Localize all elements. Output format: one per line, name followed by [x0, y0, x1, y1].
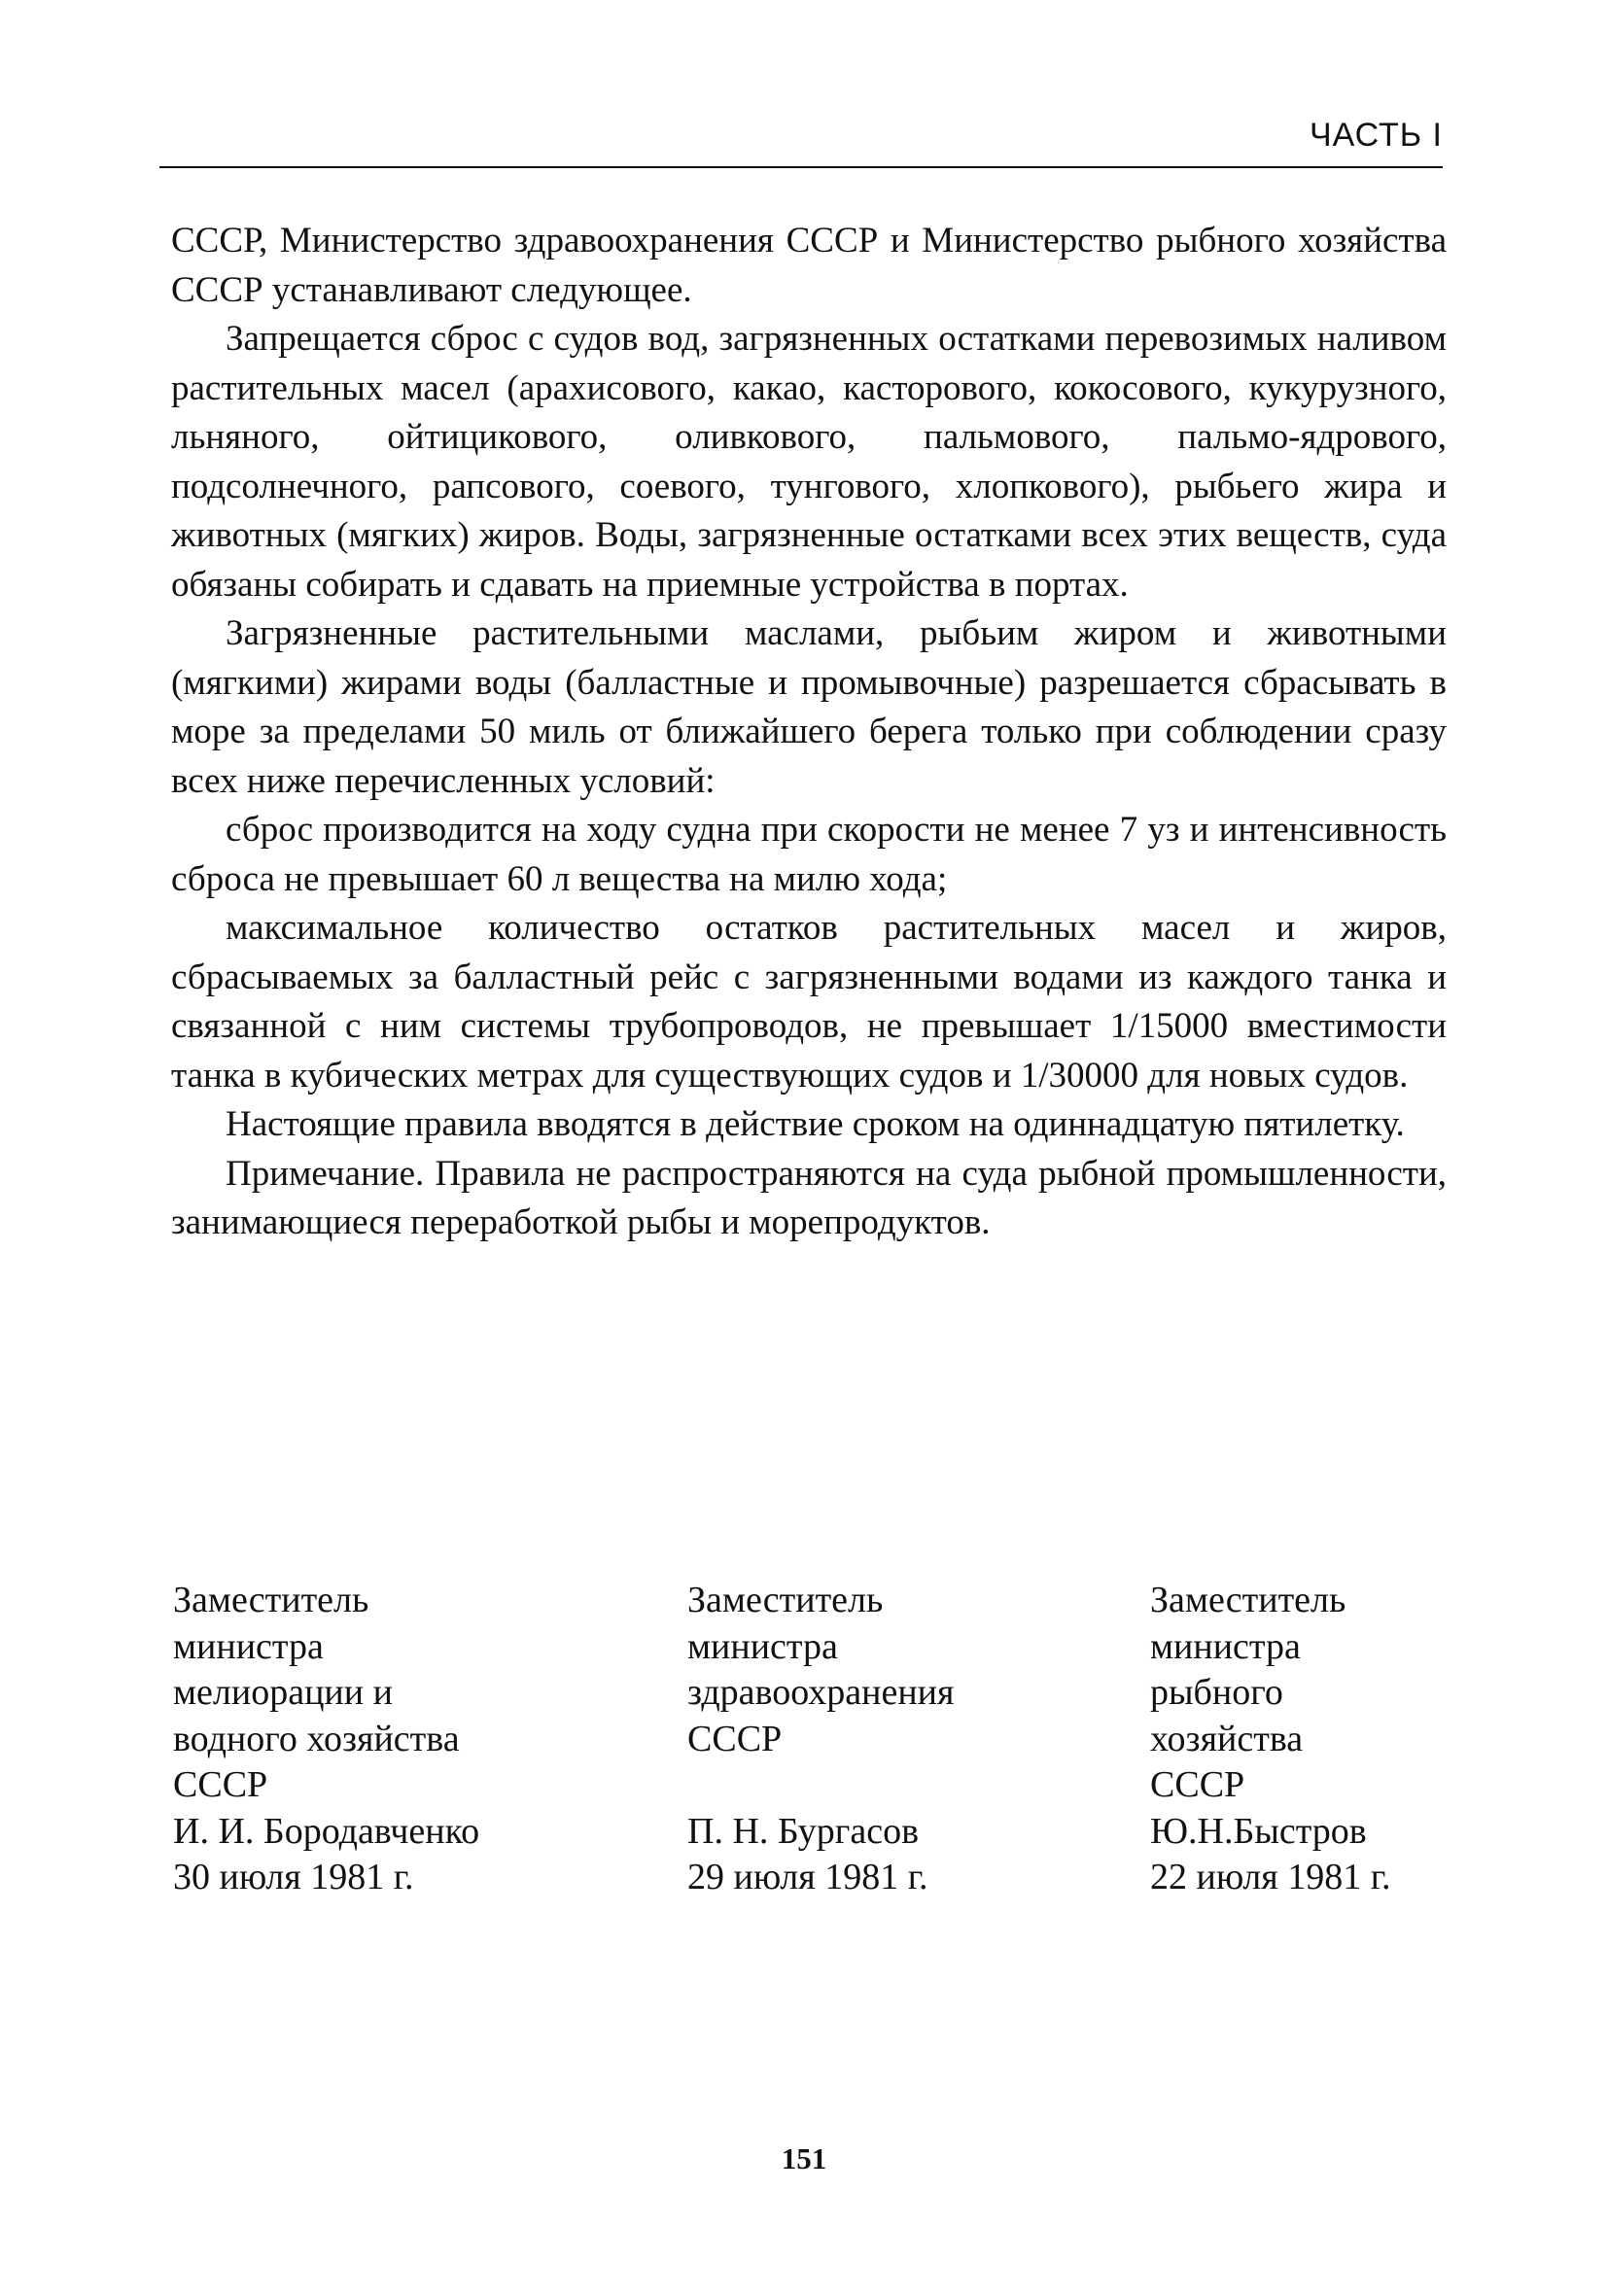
header-rule	[159, 166, 1443, 168]
signatory-name: Ю.Н.Быстров	[1150, 1810, 1367, 1852]
signatory-title-line: водного хозяйства	[173, 1718, 460, 1759]
signatory-title-line: здравоохранения	[687, 1672, 955, 1713]
signatory-title-line: министра	[687, 1625, 838, 1667]
signature-column	[173, 1578, 479, 1901]
paragraph-condition-speed: сброс производится на ходу судна при скорости не менее 7 уз и интенсивность сброса не превышает 60 л вещества на милю хода;	[171, 810, 1447, 899]
signatory-title-line: СССР	[1150, 1764, 1245, 1805]
paragraph-condition-quantity: максимальное количество остатков растительных масел и жиров, сбрасываемых за балластный рейс с загрязненными водами из каждого танка и связанной с ним системы трубопроводов, не превышает 1/15000 вместимости танка в кубических метрах для существующих судов и 1/30000 для новых судов.	[171, 908, 1447, 1096]
signatory-title-line: СССР	[687, 1718, 783, 1759]
signatory-title-line: Заместитель	[173, 1580, 369, 1620]
signatory-name: П. Н. Бургасов	[687, 1810, 920, 1852]
paragraph-intro: СССР, Министерство здравоохранения СССР и Министерство рыбного хозяйства СССР устанавливают следующее.	[171, 221, 1447, 310]
page-number: 151	[781, 2141, 827, 2175]
signature-date: 29 июля 1981 г.	[687, 1857, 928, 1897]
running-head: ЧАСТЬ I	[1310, 117, 1443, 154]
signatory-title-line: Заместитель	[1150, 1580, 1346, 1620]
paragraph-note: Примечание. Правила не распространяются на суда рыбной промышленности, занимающиеся переработкой рыбы и морепродуктов.	[171, 1153, 1447, 1242]
signature-column	[1150, 1578, 1391, 1901]
signatory-title-line: министра	[173, 1625, 324, 1667]
signatory-title-line: мелиорации и	[173, 1672, 393, 1713]
signature-date: 22 июля 1981 г.	[1150, 1857, 1391, 1897]
signatory-title-line: Заместитель	[687, 1580, 884, 1620]
signature-date: 30 июля 1981 г.	[173, 1857, 414, 1897]
signatory-title-line: рыбного	[1150, 1672, 1283, 1713]
signatory-title-line: министра	[1150, 1625, 1301, 1667]
paragraph-prohibition: Запрещается сброс с судов вод, загрязненных остатками перевозимых наливом растительных масел (арахисового, какао, касторового, кокосового, кукурузного, льняного, ойтицикового, оливкового, пальмового, пальмо-ядрового, подсолнечного, рапсового, соевого, тунгового, хлопкового), рыбьего жира и животных (мягких) жиров. Воды, загрязненные остатками всех этих веществ, суда обязаны собирать и сдавать на приемные устройства в портах.	[171, 319, 1447, 605]
signatory-name: И. И. Бородавченко	[173, 1810, 480, 1852]
signature-column	[687, 1578, 954, 1901]
body-text	[171, 217, 1447, 1248]
spacer	[687, 1762, 954, 1809]
paragraph-discharge-permission: Загрязненные растительными маслами, рыбьим жиром и животными (мягкими) жирами воды (балластные и промывочные) разрешается сбрасывать в море за пределами 50 миль от ближайшего берега только при соблюдении сразу всех ниже перечисленных условий:	[171, 613, 1447, 801]
signatory-title-line: хозяйства	[1150, 1718, 1304, 1759]
paragraph-effective-term: Настоящие правила вводятся в действие сроком на одиннадцатую пятилетку.	[226, 1104, 1405, 1144]
signatory-title-line: СССР	[173, 1764, 268, 1805]
